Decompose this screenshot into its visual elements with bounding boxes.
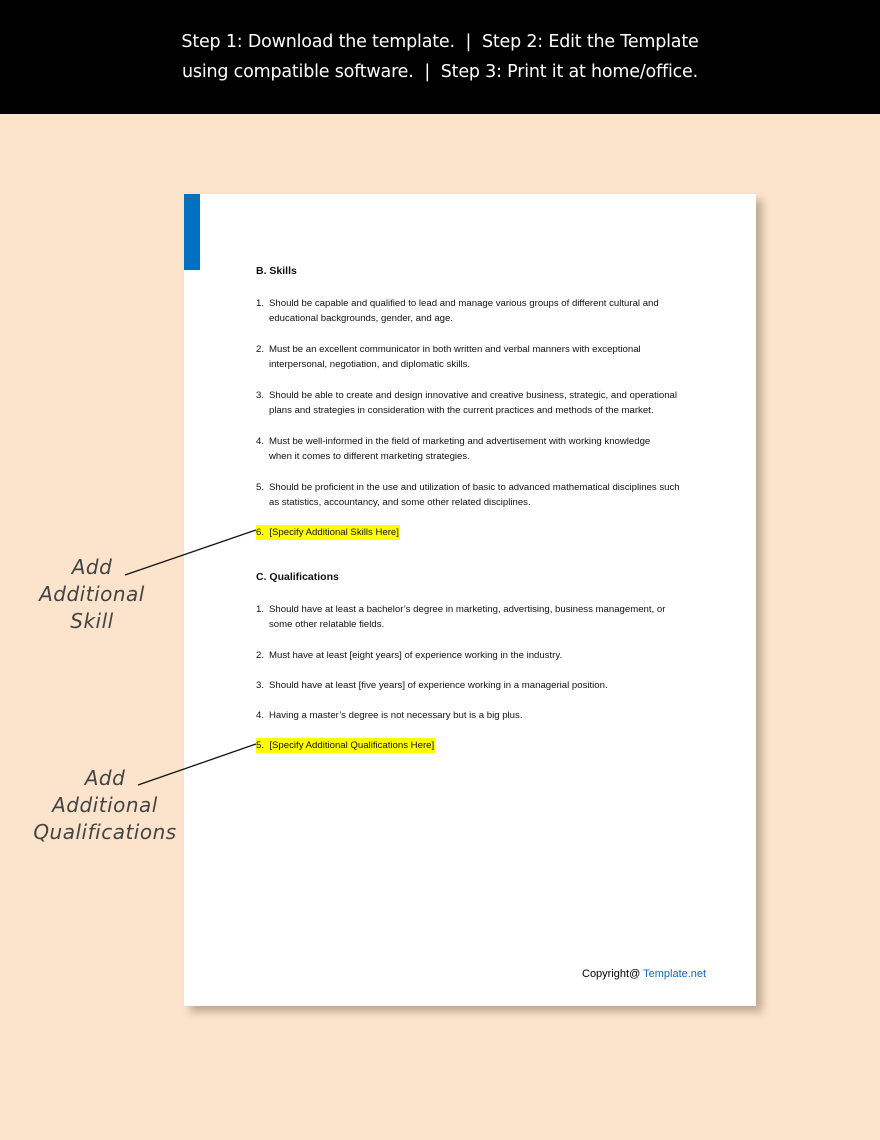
instruction-line-1: Step 1: Download the template. | Step 2: Edit the Template [181,32,699,52]
highlighted-placeholder[interactable]: 6. [Specify Additional Skills Here] [256,527,399,538]
instruction-banner [0,0,880,114]
callout-add-qualifications: Add Additional Qualifications [33,766,177,844]
document-page [184,194,756,1006]
callout-add-skill: Add Additional Skill [39,555,145,633]
document-content [256,264,716,753]
qualifications-list [256,602,716,753]
copyright-footer: Copyright@ Template.net [582,968,707,980]
list-item: 3. Should be able to create and design innovative and creative business, strategic, and operational plans and strategies in consideration with the current practices and methods of the market. [256,390,678,416]
list-item: 2. Must be an excellent communicator in both written and verbal manners with exceptional interpersonal, negotiation, and diplomatic skills. [256,344,641,370]
brand-link[interactable]: Template.net [643,968,707,980]
list-item: 4. Having a master’s degree is not necessary but is a big plus. [256,710,523,721]
accent-bar [184,194,200,270]
instruction-line-2: using compatible software. | Step 3: Print it at home/office. [182,62,698,82]
list-item: 2. Must have at least [eight years] of experience working in the industry. [256,650,563,661]
list-item: 4. Must be well-informed in the field of marketing and advertisement with working knowledge when it comes to different marketing strategies. [256,436,651,462]
skills-list [256,296,716,540]
additional-skill-placeholder[interactable] [256,525,716,540]
highlighted-placeholder[interactable]: 5. [Specify Additional Qualifications Here] [256,740,435,751]
list-item: 3. Should have at least [five years] of experience working in a managerial position. [256,680,608,691]
additional-qualification-placeholder[interactable] [256,738,716,753]
list-item: 1. Should be capable and qualified to lead and manage various groups of different cultural and educational backgrounds, gender, and age. [256,298,659,324]
list-item: 5. Should be proficient in the use and utilization of basic to advanced mathematical disciplines such as statistics, accountancy, and some other related disciplines. [256,482,680,508]
qualifications-heading: C. Qualifications [256,571,339,583]
list-item: 1. Should have at least a bachelor’s degree in marketing, advertising, business management, or some other relatable fields. [256,604,666,630]
skills-heading: B. Skills [256,265,297,277]
